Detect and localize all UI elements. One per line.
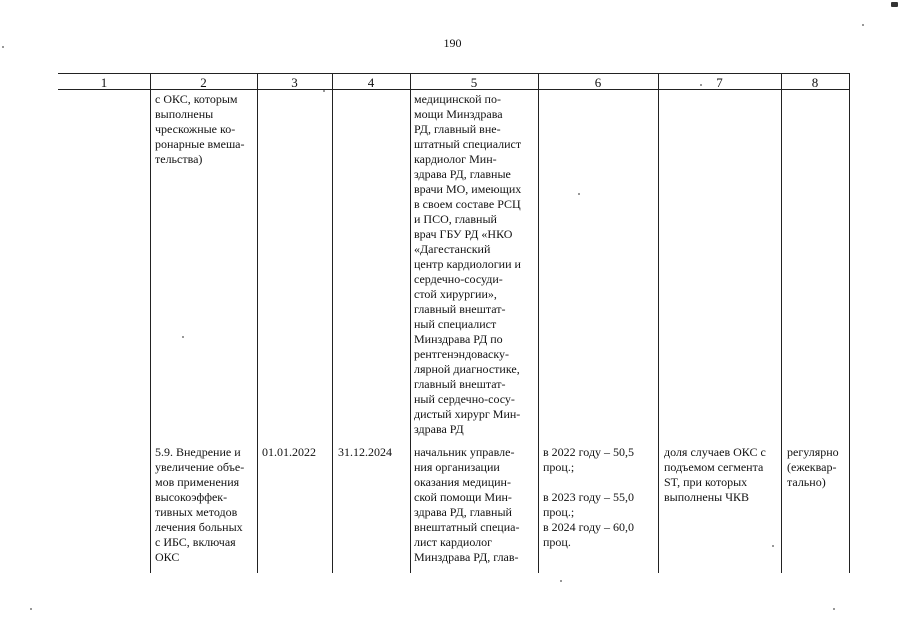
cell-59-start-date: 01.01.2022: [262, 445, 316, 459]
cell-59-targets: в 2022 году – 50,5 проц.; в 2023 году – 55,0 проц.; в 2024 году – 60,0 проц.: [543, 445, 635, 549]
column-number: 6: [594, 75, 602, 90]
column-number: 3: [291, 75, 298, 90]
column-divider: [781, 73, 782, 573]
scan-speck: [30, 608, 32, 610]
table-top-border: [58, 73, 850, 74]
scan-speck: [323, 90, 325, 92]
scan-speck: [2, 46, 4, 48]
column-divider: [538, 73, 539, 573]
cell-59-frequency: регулярно (ежеквар- тально): [787, 445, 839, 489]
cell-59-indicator: доля случаев ОКС с подъемом сегмента ST, при которых выполнены ЧКВ: [664, 445, 766, 504]
cell-59-end-date: 31.12.2024: [338, 445, 392, 459]
cell-59-responsible: начальник управле- ния организации оказания медицин- ской помощи Мин- здрава РД, главный внештатный специа- лист кардиолог Минздрава РД, глав-: [414, 445, 520, 564]
column-number: 4: [367, 75, 375, 90]
column-number: 1: [100, 75, 108, 90]
column-divider: [257, 73, 258, 573]
cell-continuation-col2: с ОКС, которым выполнены чрескожные ко- ронарные вмеша- тельства): [155, 92, 245, 166]
column-divider: [332, 73, 333, 573]
column-divider: [658, 73, 659, 573]
cell-continuation-col5: медицинской по- мощи Минздрава РД, главный вне- штатный специалист кардиолог Мин- здрава РД, главные врачи МО, имеющих в своем составе РСЦ и ПСО, главный врач ГБУ РД «НКО «Дагестанский центр кардиологии и сердечно-сосуди- стой хирургии», главный внештат- ный специалист Минздрава РД по рентгенэндоваску- лярной диагностике, главный внештат- ный сердечно-сосу- дистый хирург Мин- здрава РД: [414, 92, 522, 436]
column-divider: [410, 73, 411, 573]
scan-speck: [862, 24, 864, 26]
column-number: 8: [811, 75, 819, 90]
column-number: 2: [200, 75, 207, 90]
cell-59-measure: 5.9. Внедрение и увеличение объе- мов применения высокоэффек- тивных методов лечения больных с ИБС, включая ОКС: [155, 445, 245, 564]
page-number: 190: [443, 36, 462, 50]
column-number: 7: [716, 75, 723, 90]
column-number: 5: [470, 75, 478, 90]
scan-speck: [560, 580, 562, 582]
scan-speck: [182, 336, 184, 338]
scan-speck: [833, 608, 835, 610]
scan-speck: [700, 84, 702, 86]
scan-speck: [578, 193, 580, 195]
column-divider: [150, 73, 151, 573]
scan-speck: [891, 2, 898, 7]
column-divider: [849, 73, 850, 573]
scan-speck: [772, 545, 774, 547]
